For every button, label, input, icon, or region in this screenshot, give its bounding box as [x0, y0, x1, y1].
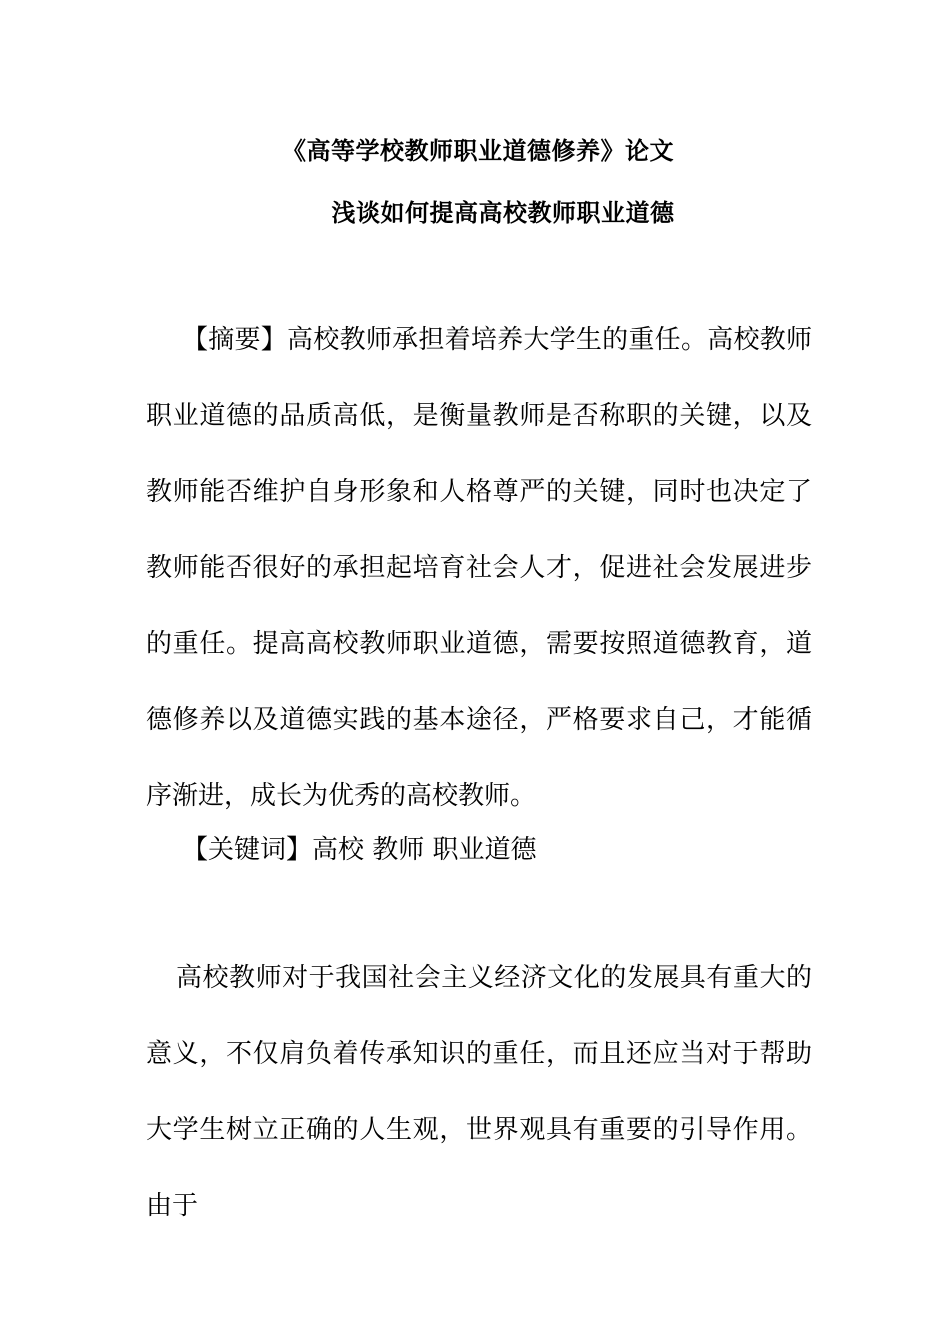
document-subtitle: 浅谈如何提高高校教师职业道德 [331, 198, 675, 227]
body-paragraph: 高校教师对于我国社会主义经济文化的发展具有重大的意义，不仅肩负着传承知识的重任，而且还应当对于帮助大学生树立正确的人生观，世界观具有重要的引导作用。由于 [146, 963, 812, 1221]
keywords-text: 高校 教师 职业道德 [312, 835, 537, 865]
keywords-line [182, 830, 537, 870]
abstract-paragraph [146, 302, 812, 834]
abstract-text: 高校教师承担着培养大学生的重任。高校教师职业道德的品质高低，是衡量教师是否称职的关键，以及教师能否维护自身形象和人格尊严的关键，同时也决定了教师能否很好的承担起培育社会人才，促进社会发展进步的重任。提高高校教师职业道德，需要按照道德教育，道德修养以及道德实践的基本途径，严格要求自己，才能循序渐进，成长为优秀的高校教师。 [146, 325, 812, 811]
abstract-label: 【摘要】 [182, 325, 288, 355]
document-title: 《高等学校教师职业道德修养》论文 [282, 136, 674, 165]
keywords-label: 【关键词】 [182, 835, 313, 865]
